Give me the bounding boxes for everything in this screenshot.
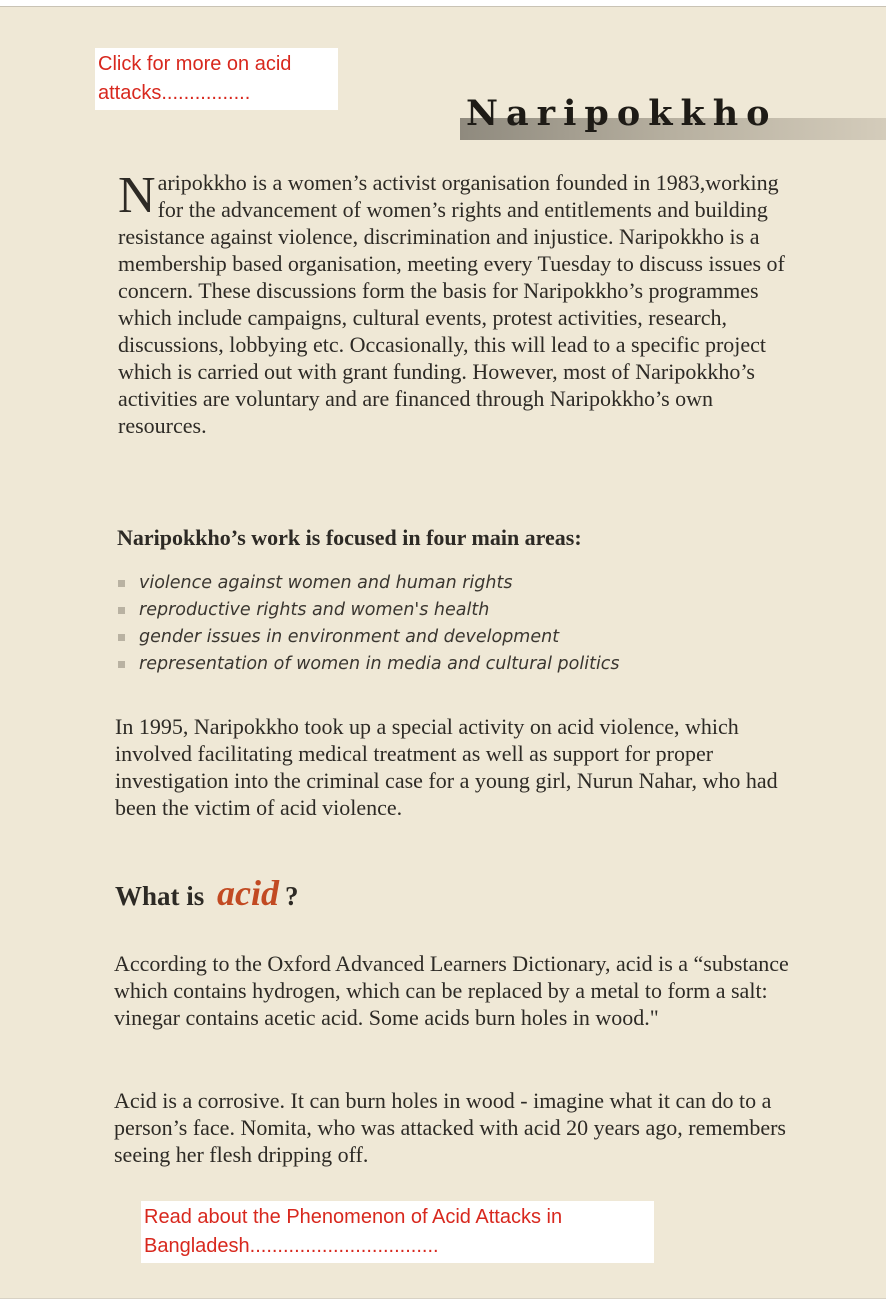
bullet-square-icon <box>118 661 125 668</box>
list-item <box>118 570 620 597</box>
heading-prefix: What is <box>115 881 205 911</box>
acid-activity-paragraph: In 1995, Naripokkho took up a special activity on acid violence, which involved facilitating medical treatment as well as support for proper investigation into the criminal case for a young girl, Nurun Nahar, who had been the victim of acid violence. <box>115 714 778 820</box>
heading-question-mark: ? <box>285 881 299 911</box>
list-item <box>118 624 620 651</box>
dictionary-definition-paragraph: According to the Oxford Advanced Learners Dictionary, acid is a “substance which contains hydrogen, which can be replaced by a metal to form a salt: vinegar contains acetic acid. Some acids burn holes in wood." <box>114 951 789 1030</box>
brochure-page <box>0 6 886 1299</box>
list-item <box>118 651 620 678</box>
page-title: Naripokkho <box>466 93 778 134</box>
bullet-square-icon <box>118 634 125 641</box>
list-item-text: gender issues in environment and development <box>139 627 560 647</box>
what-is-acid-heading <box>115 873 299 916</box>
list-item <box>118 597 620 624</box>
list-item-text: reproductive rights and women's health <box>139 600 490 620</box>
focus-areas-list <box>118 570 620 678</box>
drop-cap: N <box>118 167 156 224</box>
bullet-square-icon <box>118 607 125 614</box>
focus-areas-heading: Naripokkho’s work is focused in four main areas: <box>117 525 582 550</box>
list-item-text: violence against women and human rights <box>139 573 513 593</box>
bullet-square-icon <box>118 580 125 587</box>
intro-paragraph <box>118 169 788 439</box>
acid-attacks-bangladesh-link[interactable]: Read about the Phenomenon of Acid Attacks in Bangladesh.................................. <box>141 1201 654 1263</box>
intro-text: aripokkho is a women’s activist organisation founded in 1983,working for the advancement of women’s rights and entitlements and building resistance against violence, discrimination and injustice. Naripokkho is a membership based organisation, meeting every Tuesday to discuss issues of concern. These discussions form the basis for Naripokkho’s programmes which include campaigns, cultural events, protest activities, research, discussions, lobbying etc. Occasionally, this will lead to a specific project which is carried out with grant funding. However, most of Naripokkho’s activities are voluntary and are financed through Naripokkho’s own resources. <box>118 170 785 438</box>
acid-word: acid <box>217 873 280 913</box>
acid-attacks-more-link[interactable]: Click for more on acid attacks................ <box>95 48 338 110</box>
corrosive-paragraph: Acid is a corrosive. It can burn holes in wood - imagine what it can do to a person’s face. Nomita, who was attacked with acid 20 years ago, remembers seeing her flesh dripping off. <box>114 1088 786 1167</box>
list-item-text: representation of women in media and cultural politics <box>139 654 620 674</box>
